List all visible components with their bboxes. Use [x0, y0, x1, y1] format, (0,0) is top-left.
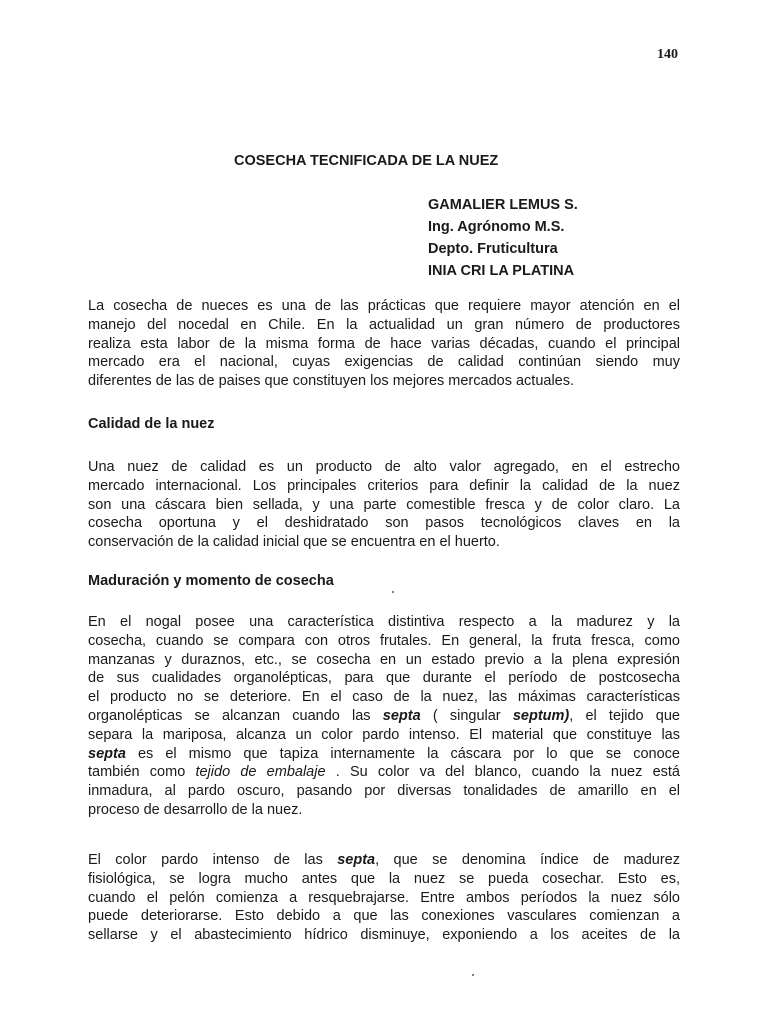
- text-line: proceso de desarrollo de la nuez.: [88, 801, 303, 818]
- term-septa: septa: [382, 707, 421, 724]
- text-line: el producto no se deteriore. En el caso de la nuez, las máximas características: [88, 689, 680, 706]
- author-department: Depto. Fruticultura: [428, 241, 558, 257]
- maturity-paragraph-2: [88, 851, 680, 945]
- text-line: manejo del nocedal en Chile. En la actualidad un gran número de productores: [88, 316, 680, 333]
- text-line: conservación de la calidad inicial que se encuentra en el huerto.: [88, 534, 500, 551]
- text-line: [88, 707, 680, 726]
- text-line: fisiológica, se logra mucho antes que la nuez se pueda cosechar. Esto es,: [88, 870, 680, 887]
- page-number: 140: [657, 47, 678, 62]
- document-title: COSECHA TECNIFICADA DE LA NUEZ: [234, 153, 499, 169]
- text-line: cosecha, cuando se compara con otros frutales. En general, la fruta fresca, como: [88, 632, 680, 649]
- text-line: mercado era el nacional, cuyas exigencias de calidad continúan siendo muy: [88, 354, 680, 371]
- author-institution: INIA CRI LA PLATINA: [428, 263, 575, 279]
- author-degree: Ing. Agrónomo M.S.: [428, 219, 565, 235]
- text-run: organolépticas se alcanzan cuando las: [88, 707, 383, 724]
- text-run: ( singular: [420, 707, 513, 724]
- author-block: [428, 194, 578, 282]
- text-line: En el nogal posee una característica distintiva respecto a la madurez y la: [88, 614, 680, 630]
- text-line: [88, 851, 680, 870]
- term-septum: septum): [512, 707, 570, 724]
- term-tejido-de-embalaje: tejido de embalaje: [195, 764, 326, 781]
- text-line: son una cáscara bien sellada, y una parte comestible fresca y de color claro. La: [88, 496, 680, 513]
- section-heading-quality: Calidad de la nuez: [88, 416, 215, 432]
- text-run: es el mismo que tapiza internamente la cáscara por lo que se conoce: [125, 745, 680, 762]
- text-line: sellarse y el abastecimiento hídrico disminuye, exponiendo a los aceites de la: [88, 927, 680, 944]
- term-septa: septa: [88, 745, 126, 762]
- text-line: inmadura, al pardo oscuro, pasando por diversas tonalidades de amarillo en el: [88, 783, 680, 800]
- text-line: cosecha oportuna y el deshidratado son pasos tecnológicos claves en la: [88, 515, 680, 532]
- text-line: mercado internacional. Los principales criterios para definir la calidad de la nuez: [88, 477, 680, 494]
- text-line: [88, 763, 680, 782]
- text-line: [88, 745, 680, 764]
- text-line: realiza esta labor de la misma forma de hace varias décadas, cuando el principal: [88, 335, 680, 352]
- author-name: GAMALIER LEMUS S.: [428, 197, 578, 213]
- text-line: manzanas y duraznos, etc., se cosecha en un estado previo a la plena expresión: [88, 651, 680, 668]
- text-run: El color pardo intenso de las: [88, 852, 338, 868]
- text-run: también como: [88, 764, 196, 781]
- text-run: , que se denomina índice de madurez: [375, 852, 680, 868]
- text-line: Una nuez de calidad es un producto de alto valor agregado, en el estrecho: [88, 459, 680, 475]
- section-heading-maturity: Maduración y momento de cosecha: [88, 573, 334, 589]
- scan-speck: [472, 974, 474, 976]
- text-line: separa la mariposa, alcanza un color pardo intenso. El material que constituye las: [88, 726, 680, 743]
- term-septa: septa: [337, 852, 376, 868]
- text-line: La cosecha de nueces es una de las prácticas que requiere mayor atención en el: [88, 298, 680, 314]
- text-line: cuando el pelón comienza a resquebrajarse. Entre ambos períodos la nuez sólo: [88, 889, 680, 906]
- text-run: . Su color va del blanco, cuando la nuez está: [325, 764, 680, 781]
- maturity-paragraph-1: [88, 613, 680, 820]
- intro-paragraph: [88, 297, 680, 391]
- text-line: puede deteriorarse. Esto debido a que las conexiones vasculares comienzan a: [88, 908, 680, 925]
- text-run: , el tejido que: [569, 707, 680, 724]
- scan-speck: [392, 591, 394, 593]
- quality-paragraph: [88, 458, 680, 552]
- text-line: de sus cualidades organolépticas, para que durante el período de postcosecha: [88, 670, 680, 687]
- text-line: diferentes de las de paises que constituyen los mejores mercados actuales.: [88, 373, 575, 390]
